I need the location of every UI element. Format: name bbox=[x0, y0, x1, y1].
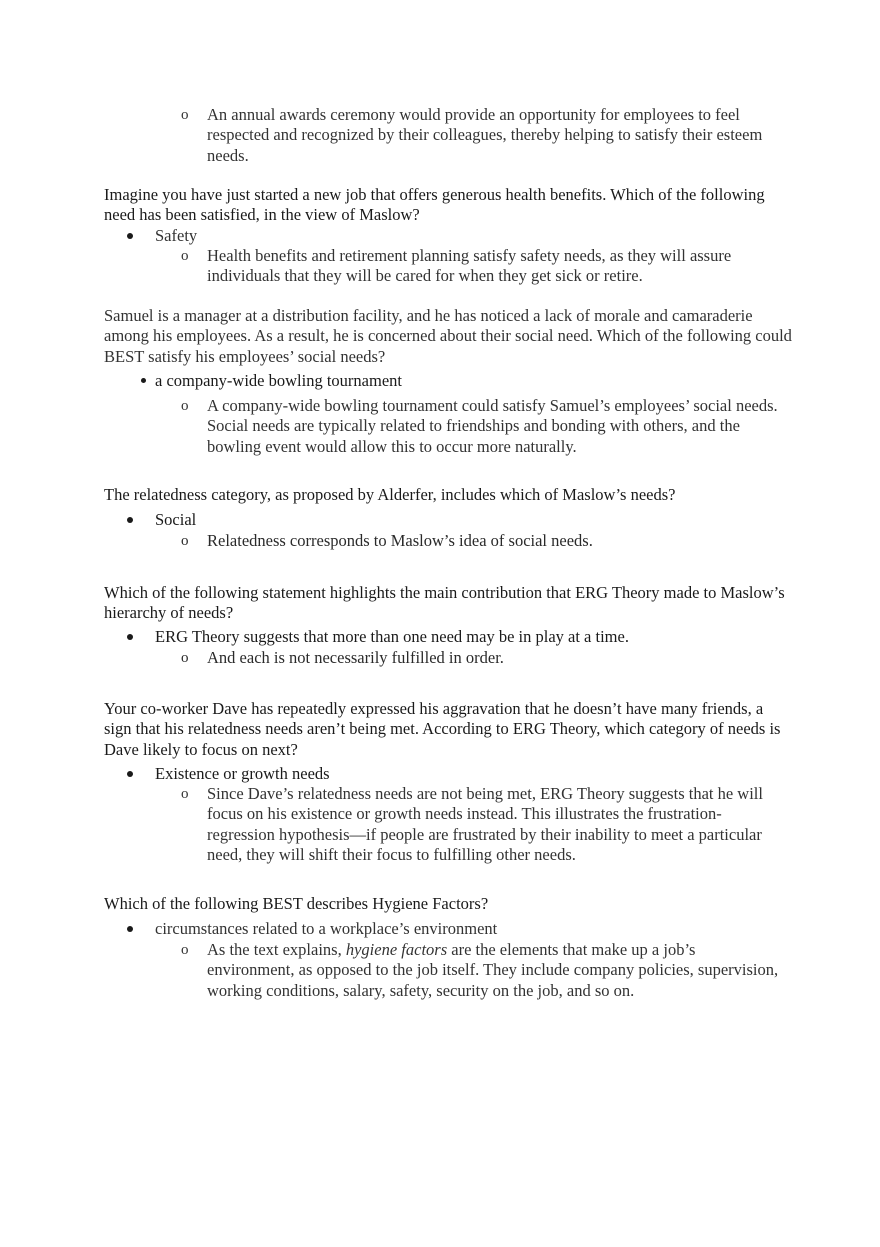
question-dave: Your co-worker Dave has repeatedly expressed his aggravation that he doesn’t have many friends, a sign that his relatedness needs aren’t being met. According to ERG Theory, which category of needs is Dave likely to focus on next? bbox=[104, 699, 781, 759]
sub-bullet-icon: o bbox=[181, 533, 189, 549]
sub-bullet-icon: o bbox=[181, 786, 189, 802]
explanation-dave: o Since Dave’s relatedness needs are not being met, ERG Theory suggests that he will focus on his existence or growth needs instead. This illustrates the frustration-regression hypothesis—if people are frustrated by their inability to meet a particular need, they will shift their focus to fulfilling other needs. bbox=[181, 784, 763, 864]
sub-bullet-icon: o bbox=[181, 942, 189, 958]
answer-erg: ERG Theory suggests that more than one need may be in play at a time. bbox=[155, 627, 795, 647]
explanation-samuel: o A company-wide bowling tournament could satisfy Samuel’s employees’ social needs. Social needs are typically related to friendships and bonding with others, and the bowling event would allow this to occur more naturally. bbox=[181, 396, 778, 456]
answer-dave: Existence or growth needs bbox=[155, 764, 795, 784]
sub-bullet-icon: o bbox=[181, 248, 189, 264]
bullet-icon bbox=[127, 517, 133, 523]
question-samuel: Samuel is a manager at a distribution facility, and he has noticed a lack of morale and camaraderie among his employees. As a result, he is concerned about their social need. Which of the following could BEST satisfy his employees’ social needs? bbox=[104, 306, 792, 366]
sub-bullet-icon: o bbox=[181, 650, 189, 666]
bullet-icon bbox=[127, 926, 133, 932]
question-hygiene: Which of the following BEST describes Hygiene Factors? bbox=[104, 894, 489, 913]
explanation-hygiene: o As the text explains, hygiene factors are the elements that make up a job’s environment, as opposed to the job itself. They include company policies, supervision, working conditions, salary, safety, security on the job, and so on. bbox=[181, 940, 779, 1000]
bullet-icon bbox=[141, 378, 146, 383]
answer-hygiene: circumstances related to a workplace’s environment bbox=[155, 919, 795, 939]
explanation-health-benefits: o Health benefits and retirement planning satisfy safety needs, as they will assure individuals that they will be cared for when they get sick or retire. bbox=[181, 246, 732, 286]
hygiene-factors-term: hygiene factors bbox=[345, 940, 448, 959]
sub-bullet-icon: o bbox=[181, 398, 189, 414]
question-relatedness: The relatedness category, as proposed by Alderfer, includes which of Maslow’s needs? bbox=[104, 485, 676, 504]
question-health-benefits: Imagine you have just started a new job that offers generous health benefits. Which of the following need has been satisfied, in the view of Maslow? bbox=[104, 185, 765, 225]
question-erg: Which of the following statement highlights the main contribution that ERG Theory made to Maslow’s hierarchy of needs? bbox=[104, 583, 785, 623]
bullet-icon bbox=[127, 233, 133, 239]
explanation-relatedness: o Relatedness corresponds to Maslow’s idea of social needs. bbox=[181, 531, 593, 550]
bullet-icon bbox=[127, 634, 133, 640]
answer-relatedness: Social bbox=[155, 510, 795, 530]
sub-bullet-icon: o bbox=[181, 107, 189, 123]
explanation-erg: o And each is not necessarily fulfilled in order. bbox=[181, 648, 504, 667]
answer-health-benefits: Safety bbox=[155, 226, 795, 246]
answer-samuel: a company-wide bowling tournament bbox=[155, 371, 795, 391]
bullet-icon bbox=[127, 771, 133, 777]
answer-explanation-awards: o An annual awards ceremony would provide an opportunity for employees to feel respected and recognized by their colleagues, thereby helping to satisfy their esteem needs. bbox=[181, 105, 763, 165]
